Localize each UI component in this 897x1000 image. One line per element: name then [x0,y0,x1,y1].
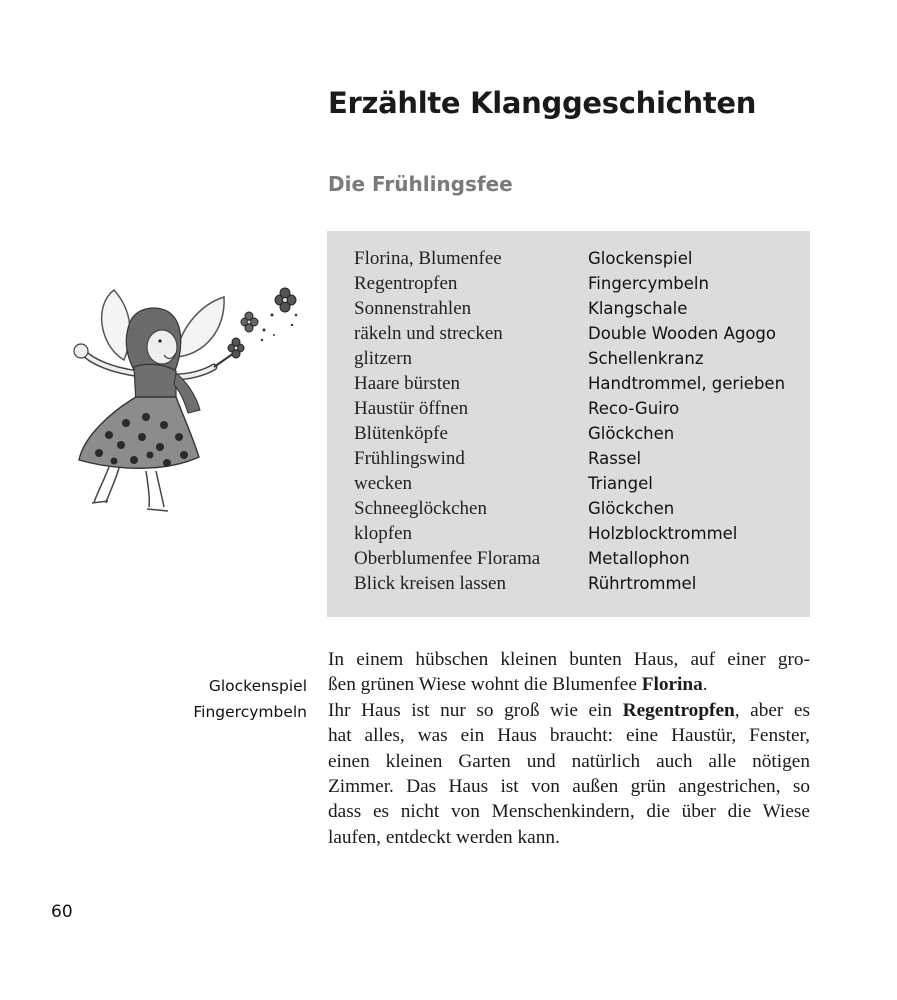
margin-note-glockenspiel: Glockenspiel [208,677,307,695]
page-title: Erzählte Klanggeschichten [328,86,757,120]
fairy-illustration [64,285,314,525]
table-row [327,523,810,548]
sound-cue: Regentropfen [354,273,458,294]
table-row [327,498,810,523]
story-text-segment: dass es nicht von Menschenkindern, die über die Wiese [328,801,810,823]
table-row [327,448,810,473]
story-text-segment: Ihr Haus ist nur so groß wie ein [328,699,623,721]
sound-cue: Blick kreisen lassen [354,573,506,594]
sound-cue: Florina, Blumenfee [354,248,502,269]
instrument-name: Triangel [588,474,653,493]
story-line [328,698,810,723]
table-row [327,473,810,498]
story-text-segment: . [702,674,708,696]
sound-cue: Haustür öffnen [354,398,469,419]
table-row [327,323,810,348]
story-line [328,774,810,799]
flower-icon [275,288,296,312]
instrument-name: Handtrommel, gerieben [588,374,786,393]
story-text-segment: Zimmer. Das Haus ist von außen grün angestrichen, so [328,776,810,798]
sound-cue: Sonnenstrahlen [354,298,472,319]
sound-cue: Schneeglöckchen [354,498,487,519]
sound-cue: räkeln und strecken [354,323,503,344]
margin-note-fingercymbeln: Fingercymbeln [193,703,307,721]
sound-cue: Oberblumenfee Florama [354,548,541,569]
table-row [327,248,810,273]
instrument-name: Rassel [588,449,642,468]
sound-instrument-table [327,231,810,617]
story-line [328,749,810,774]
page-number: 60 [51,902,73,922]
story-text-segment: einen kleinen Garten und natürlich auch alle nötigen [328,750,810,772]
instrument-name: Reco-Guiro [588,399,680,418]
table-row [327,348,810,373]
highlighted-word: Regentropfen [622,699,735,721]
table-row [327,423,810,448]
instrument-name: Glöckchen [588,499,675,518]
highlighted-word: Florina [641,674,703,696]
instrument-name: Double Wooden Agogo [588,324,777,343]
sound-cue: wecken [354,473,413,494]
instrument-name: Schellenkranz [588,349,704,368]
instrument-name: Klangschale [588,299,688,318]
table-row [327,273,810,298]
table-row [327,548,810,573]
sound-cue: klopfen [354,523,413,544]
story-title: Die Frühlingsfee [328,172,513,196]
story-text-segment: , aber es [734,699,810,721]
instrument-name: Glockenspiel [588,249,693,268]
story-text [328,647,810,850]
sound-cue: Blütenköpfe [354,423,448,444]
story-line [328,799,810,824]
instrument-name: Rührtrommel [588,574,697,593]
table-row [327,373,810,398]
sound-cue: glitzern [354,348,413,369]
sound-cue: Frühlingswind [354,448,465,469]
table-row [327,573,810,598]
sound-cue: Haare bürsten [354,373,461,394]
story-text-segment: laufen, entdeckt werden kann. [328,826,560,848]
story-text-segment: In einem hübschen kleinen bunten Haus, auf einer gro- [328,649,810,670]
left-wing-icon [102,290,130,360]
story-line [328,723,810,748]
instrument-name: Metallophon [588,549,690,568]
story-text-segment: hat alles, was ein Haus braucht: eine Haustür, Fenster, [328,725,810,747]
story-line [328,647,810,672]
instrument-name: Holzblocktrommel [588,524,738,543]
story-line [328,672,810,697]
instrument-name: Fingercymbeln [588,274,709,293]
table-row [327,398,810,423]
story-text-segment: ßen grünen Wiese wohnt die Blumenfee [328,674,642,696]
flower-icon [241,312,258,332]
table-row [327,298,810,323]
story-line [328,825,810,850]
right-wing-icon [176,297,224,357]
instrument-name: Glöckchen [588,424,675,443]
